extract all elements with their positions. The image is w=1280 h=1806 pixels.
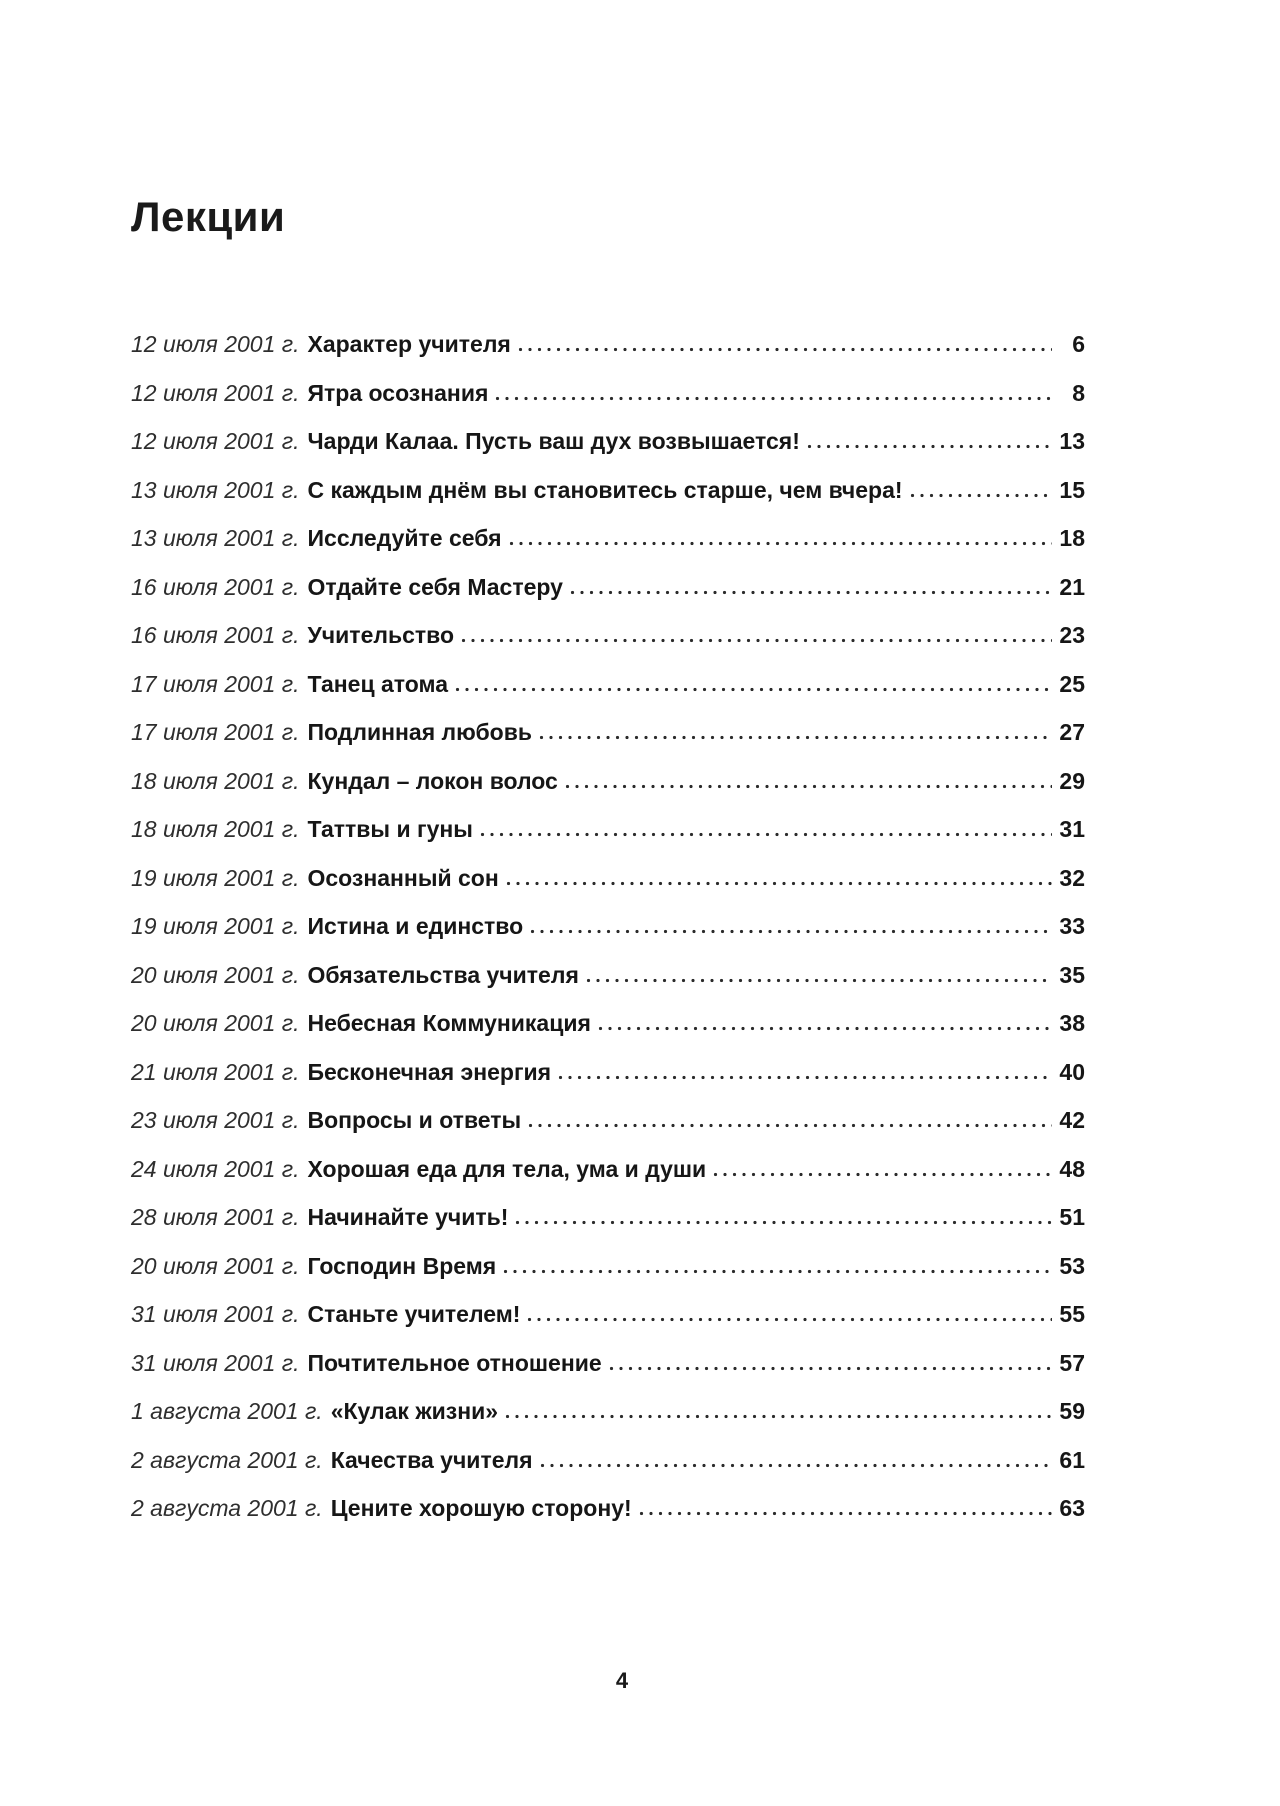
dot-leader [713, 1172, 1052, 1177]
toc-entry-title: Таттвы и гуны [307, 816, 473, 842]
toc-entry-date: 13 июля 2001 г. [131, 476, 300, 503]
toc-entry [131, 815, 1085, 843]
toc-entry-page: 63 [1059, 1495, 1085, 1521]
dot-leader [505, 1414, 1052, 1419]
toc-entry-date: 31 июля 2001 г. [131, 1349, 300, 1376]
page-title: Лекции [131, 193, 286, 240]
toc-entry-page: 31 [1059, 816, 1085, 842]
toc-entry-page: 61 [1059, 1446, 1085, 1473]
dot-leader [565, 784, 1052, 789]
dot-leader [530, 929, 1052, 934]
toc-entry-date: 2 августа 2001 г. [131, 1446, 323, 1473]
toc-entry-page: 42 [1059, 1107, 1085, 1133]
dot-leader [539, 735, 1052, 740]
toc-entry-page: 18 [1059, 525, 1085, 551]
toc-entry-page: 33 [1059, 913, 1085, 939]
toc-entry-date: 16 июля 2001 г. [131, 622, 300, 648]
toc-entry-title: Качества учителя [330, 1446, 533, 1473]
toc-entry-date: 19 июля 2001 г. [131, 913, 300, 939]
toc-entry-page: 6 [1072, 331, 1085, 357]
toc-entry [131, 1494, 1085, 1522]
toc-entry-page: 48 [1059, 1155, 1085, 1182]
page-number: 4 [615, 1668, 629, 1693]
toc-entry [131, 961, 1085, 989]
toc-entry [131, 670, 1085, 698]
toc-entry-title: Истина и единство [307, 913, 524, 939]
toc-entry-page: 25 [1059, 670, 1085, 697]
toc-entry-date: 16 июля 2001 г. [131, 573, 300, 600]
toc-entry-date: 20 июля 2001 г. [131, 1010, 300, 1036]
dot-leader [528, 1123, 1052, 1128]
toc-entry-date: 17 июля 2001 г. [131, 719, 300, 745]
dot-leader [503, 1269, 1052, 1274]
dot-leader [598, 1026, 1052, 1031]
toc-entry-page: 23 [1059, 622, 1085, 648]
toc-entry-page: 51 [1059, 1204, 1085, 1230]
toc-entry-date: 20 июля 2001 г. [131, 961, 300, 988]
toc-entry-date: 28 июля 2001 г. [131, 1204, 300, 1230]
toc-entry-title: Почтительное отношение [307, 1349, 602, 1376]
dot-leader [495, 396, 1052, 401]
toc-entry [131, 767, 1085, 795]
dot-leader [518, 347, 1052, 352]
toc-entry-title: Вопросы и ответы [307, 1107, 522, 1133]
toc-entry-date: 31 июля 2001 г. [131, 1301, 300, 1327]
toc-entry [131, 1446, 1085, 1474]
toc-entry-title: С каждым днём вы становитесь старше, чем вчера! [307, 476, 903, 503]
toc-entry-date: 23 июля 2001 г. [131, 1107, 300, 1133]
toc-entry [131, 1397, 1085, 1425]
dot-leader [910, 493, 1052, 498]
toc-entry-page: 57 [1059, 1349, 1085, 1376]
toc-entry-title: Небесная Коммуникация [307, 1010, 591, 1036]
toc-entry-page: 27 [1059, 719, 1085, 745]
toc-entry [131, 1009, 1085, 1037]
toc-entry-title: Чарди Калаа. Пусть ваш дух возвышается! [307, 428, 800, 454]
toc-entry [131, 573, 1085, 601]
toc-entry [131, 427, 1085, 455]
toc-entry-date: 21 июля 2001 г. [131, 1058, 300, 1085]
toc-entry-title: Хорошая еда для тела, ума и души [307, 1155, 707, 1182]
toc-entry-date: 2 августа 2001 г. [131, 1495, 323, 1521]
dot-leader [558, 1075, 1052, 1080]
dot-leader [586, 978, 1052, 983]
toc-entry-title: Подлинная любовь [307, 719, 532, 745]
toc-entry-title: Ятра осознания [307, 379, 489, 406]
toc-entry [131, 1300, 1085, 1328]
toc-entry-title: Кундал – локон волос [307, 767, 558, 794]
toc-entry-title: Станьте учителем! [307, 1301, 521, 1327]
toc-entry-title: Учительство [307, 622, 455, 648]
toc-entry-title: Отдайте себя Мастеру [307, 573, 563, 600]
toc-entry [131, 1058, 1085, 1086]
toc-entry-page: 38 [1059, 1010, 1085, 1036]
toc-entry-date: 12 июля 2001 г. [131, 379, 300, 406]
dot-leader [540, 1463, 1052, 1468]
toc-entry-title: Начинайте учить! [307, 1204, 509, 1230]
dot-leader [609, 1366, 1052, 1371]
dot-leader [480, 832, 1052, 837]
toc-entry-title: Господин Время [307, 1252, 497, 1279]
toc-entry [131, 1155, 1085, 1183]
toc-entry-page: 8 [1072, 379, 1085, 406]
dot-leader [455, 687, 1052, 692]
toc-entry-date: 24 июля 2001 г. [131, 1155, 300, 1182]
toc-entry [131, 864, 1085, 892]
toc-entry [131, 1349, 1085, 1377]
toc-entry [131, 330, 1085, 358]
dot-leader [527, 1317, 1052, 1322]
toc-entry-date: 12 июля 2001 г. [131, 331, 300, 357]
toc-entry-page: 35 [1059, 961, 1085, 988]
toc-entry-title: Танец атома [307, 670, 448, 697]
toc-entry-page: 53 [1059, 1252, 1085, 1279]
toc-entry [131, 912, 1085, 940]
toc-entry-date: 12 июля 2001 г. [131, 428, 300, 454]
toc-entry-page: 32 [1059, 864, 1085, 891]
toc-entry-page: 40 [1059, 1058, 1085, 1085]
dot-leader [509, 541, 1052, 546]
toc-entry [131, 524, 1085, 552]
toc-entry [131, 476, 1085, 504]
toc-entry-date: 18 июля 2001 г. [131, 767, 300, 794]
toc-entry-page: 15 [1059, 476, 1085, 503]
toc-entry-page: 29 [1059, 767, 1085, 794]
dot-leader [506, 881, 1052, 886]
toc-entry-date: 17 июля 2001 г. [131, 670, 300, 697]
dot-leader [461, 638, 1052, 643]
toc-entry-page: 13 [1059, 428, 1085, 454]
toc-entry-date: 1 августа 2001 г. [131, 1398, 323, 1424]
toc-entry-date: 18 июля 2001 г. [131, 816, 300, 842]
toc-entry-title: Обязательства учителя [307, 961, 579, 988]
dot-leader [807, 444, 1052, 449]
toc-entry [131, 1106, 1085, 1134]
toc-list [131, 330, 1085, 1522]
toc-entry [131, 718, 1085, 746]
toc-entry-title: Цените хорошую сторону! [330, 1495, 632, 1521]
toc-entry [131, 1203, 1085, 1231]
toc-entry-title: Осознанный сон [307, 864, 499, 891]
toc-entry-date: 20 июля 2001 г. [131, 1252, 300, 1279]
toc-entry-page: 21 [1059, 573, 1085, 600]
toc-entry-date: 13 июля 2001 г. [131, 525, 300, 551]
toc-entry-title: Бесконечная энергия [307, 1058, 552, 1085]
toc-entry-title: «Кулак жизни» [330, 1398, 499, 1424]
toc-entry-page: 59 [1059, 1398, 1085, 1424]
toc-entry-title: Характер учителя [307, 331, 511, 357]
toc-entry [131, 379, 1085, 407]
toc-entry-title: Исследуйте себя [307, 525, 502, 551]
dot-leader [570, 590, 1052, 595]
toc-entry [131, 621, 1085, 649]
toc-entry [131, 1252, 1085, 1280]
toc-entry-page: 55 [1059, 1301, 1085, 1327]
dot-leader [639, 1511, 1052, 1516]
dot-leader [515, 1220, 1052, 1225]
toc-entry-date: 19 июля 2001 г. [131, 864, 300, 891]
